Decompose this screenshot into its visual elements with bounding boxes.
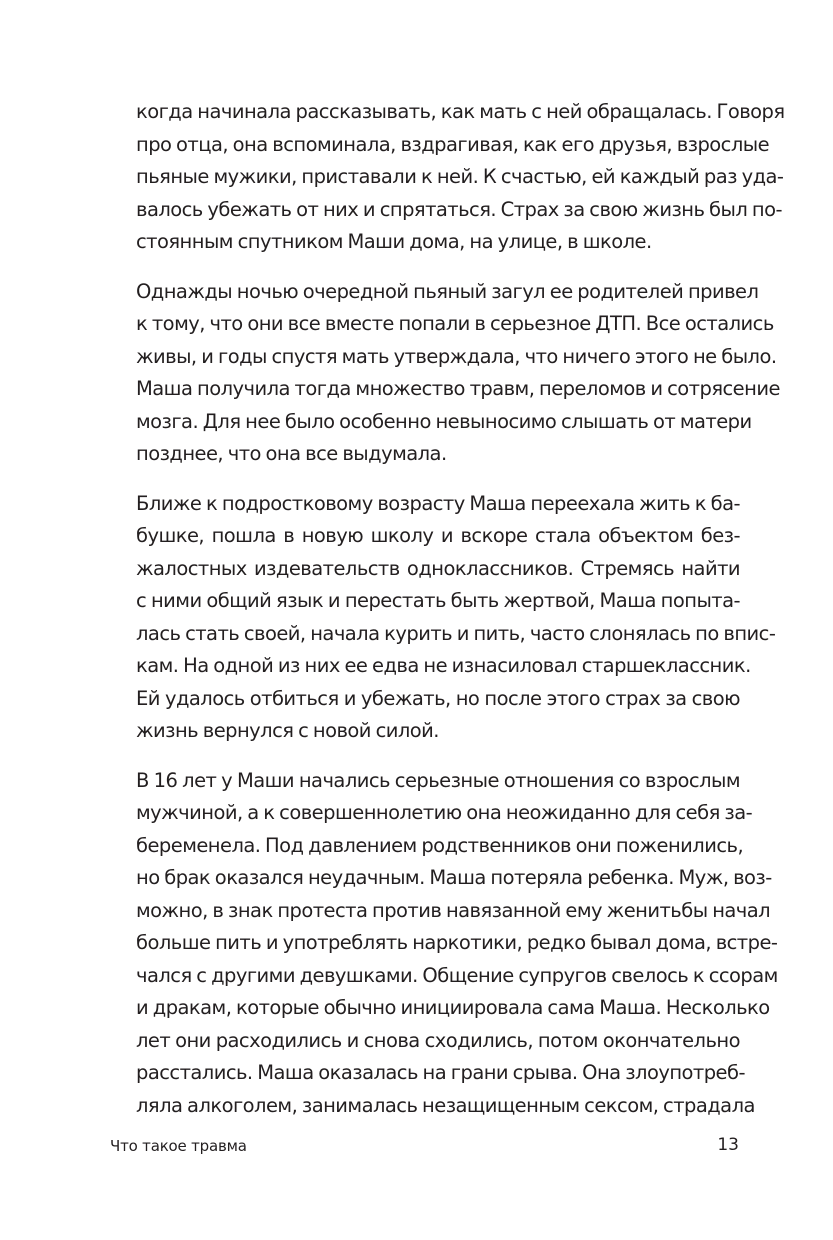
text-line: лась стать своей, начала курить и пить, часто слонялась по впис- [136, 621, 776, 645]
paragraph-3 [136, 488, 776, 748]
text-line: стоянным спутником Маши дома, на улице, в школе. [136, 230, 652, 253]
text-line: про отца, она вспоминала, вздрагивая, как его друзья, взрослые [136, 132, 770, 156]
running-footer-title: Что такое травма [110, 1137, 247, 1155]
text-line: пьяные мужики, приставали к ней. К счастью, ей каждый раз уда- [136, 165, 784, 188]
text-line: беременела. Под давлением родственников они поженились, [136, 833, 744, 857]
text-line: расстались. Маша оказалась на грани срыва. Она злоупотреб- [136, 1061, 745, 1084]
paragraph-4 [136, 765, 778, 1123]
page-number: 13 [717, 1135, 739, 1155]
text-line: больше пить и употреблять наркотики, редко бывал дома, встре- [136, 931, 778, 954]
text-line: можно, в знак протеста против навязанной ему женитьбы начал [136, 898, 771, 922]
text-line: кам. На одной из них ее едва не изнасиловал старшеклассник. [136, 654, 751, 677]
text-line: лет они расходились и снова сходились, потом окончательно [136, 1028, 740, 1052]
text-line: когда начинала рассказывать, как мать с ней обращалась. Говоря [136, 100, 785, 123]
text-line: жизнь вернулся с новой силой. [136, 719, 439, 742]
text-line: с ними общий язык и перестать быть жертвой, Маша попыта- [136, 589, 740, 612]
text-line: валось убежать от них и спрятаться. Страх за свою жизнь был по- [136, 197, 783, 221]
text-line: бушке, пошла в новую школу и вскоре стала объектом без- [136, 524, 740, 547]
text-line: Однажды ночью очередной пьяный загул ее родителей привел [136, 279, 759, 303]
text-line: позднее, что она все выдумала. [136, 442, 447, 465]
paragraph-spacer [136, 471, 740, 488]
text-line: Ей удалось отбиться и убежать, но после этого страх за свою [136, 686, 740, 710]
paragraph-1 [136, 96, 785, 259]
text-line: мозга. Для нее было особенно невыносимо слышать от матери [136, 409, 752, 433]
text-line: Ближе к подростковому возрасту Маша переехала жить к ба- [136, 491, 740, 515]
text-line: чался с другими девушками. Общение супругов свелось к ссорам [136, 963, 778, 987]
paragraph-spacer [136, 748, 740, 765]
text-line: Маша получила тогда множество травм, переломов и сотрясение [136, 377, 780, 400]
text-line: но брак оказался неудачным. Маша потеряла ребенка. Муж, воз- [136, 866, 772, 889]
paragraph-2 [136, 276, 780, 471]
text-line: В 16 лет у Маши начались серьезные отношения со взрослым [136, 768, 740, 792]
text-line: жалостных издевательств одноклассников. Стремясь найти [136, 556, 740, 580]
page-body-text [136, 96, 785, 1122]
text-line: и дракам, которые обычно инициировала сама Маша. Несколько [136, 996, 770, 1019]
text-line: к тому, что они все вместе попали в серьезное ДТП. Все остались [136, 312, 774, 335]
paragraph-spacer [136, 259, 740, 276]
text-line: ляла алкоголем, занималась незащищенным сексом, страдала [136, 1093, 755, 1117]
text-line: мужчиной, а к совершеннолетию она неожиданно для себя за- [136, 801, 753, 824]
text-line: живы, и годы спустя мать утверждала, что ничего этого не было. [136, 344, 777, 368]
